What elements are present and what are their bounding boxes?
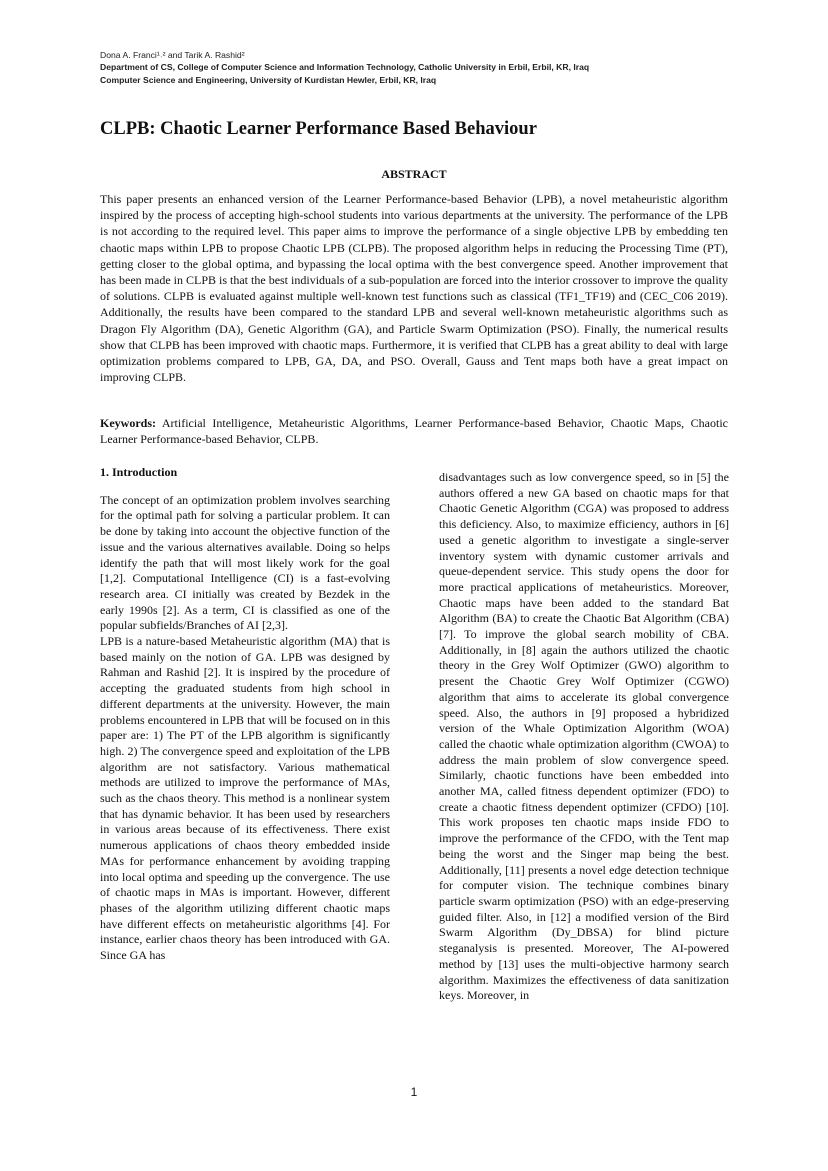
affiliation-1: Department of CS, College of Computer Science and Information Technology, Catholic University in Erbil, Erbil, KR, Iraq [100, 62, 590, 73]
keywords [100, 415, 728, 447]
left-column [100, 465, 390, 964]
abstract-text: This paper presents an enhanced version of the Learner Performance-based Behavior (LPB), a novel metaheuristic algorithm inspired by the process of accepting high-school students into various departments at the university. The performance of the LPB is not according to the required level. This paper aims to improve the performance of a single objective LPB by embedding ten chaotic maps within LPB to propose Chaotic LPB (CLPB). The proposed algorithm helps in reducing the Processing Time (PT), getting closer to the global optima, and bypassing the local optima with the best convergence speed. Another improvement that has been made in CLPB is that the best individuals of a sub-population are forced into the interior crossover to improve the quality of solutions. CLPB is evaluated against multiple well-known test functions such as classical (TF1_TF19) and (CEC_C06 2019). Additionally, the results have been compared to the standard LPB and several well-known metaheuristic algorithms such as Dragon Fly Algorithm (DA), Genetic Algorithm (GA), and Particle Swarm Optimization (PSO). Finally, the numerical results show that CLPB has been improved with chaotic maps. Furthermore, it is verified that CLPB has a great ability to deal with large optimization problems compared to LPB, GA, DA, and PSO. Overall, Gauss and Tent maps both have a great impact on improving CLPB. [100, 192, 728, 385]
intro-paragraph-1: The concept of an optimization problem involves searching for the optimal path for solving a particular problem. It can be done by taking into account the objective function of the issue and the various alternatives available. Doing so helps identify the path that will most likely work for the goal [1,2]. Computational Intelligence (CI) is a fast-evolving research area. CI initially was created by Bezdek in the early 1990s [2]. As a term, CI is classified as one of the popular subfields/Branches of AI [2,3]. [100, 492, 390, 633]
authors: Dona A. Franci¹˒² and Tarik A. Rashid² [100, 50, 245, 60]
paper-title: CLPB: Chaotic Learner Performance Based Behaviour [100, 119, 537, 139]
page-number: 1 [410, 1085, 418, 1099]
intro-paragraph-2: LPB is a nature-based Metaheuristic algorithm (MA) that is based mainly on the notion of GA. LPB was designed by Rahman and Rashid [2]. It is inspired by the procedure of accepting the graduated students from high school in different departments at the university. However, the main problems encountered in LPB that will be focused on in this paper are: 1) The PT of the LPB algorithm is significantly high. 2) The convergence speed and exploitation of the LPB algorithm are not satisfactory. Various mathematical methods are utilized to improve the performance of MAs, such as the chaos theory. This method is a nonlinear system that has dynamic behavior. It has been used by researchers in various areas because of its effectiveness. There exist numerous applications of chaos theory embedded inside MAs for performance enhancement by avoiding trapping into local optima and speeding up the convergence. The use of chaotic maps in MAs is important. However, different phases of the algorithm utilizing different chaotic maps have different effects on metaheuristic algorithms [4]. For instance, earlier chaos theory has been introduced with GA. Since GA has [100, 634, 390, 963]
abstract-heading: ABSTRACT [381, 167, 447, 181]
right-column [439, 470, 729, 1004]
keywords-label: Keywords: [100, 416, 156, 430]
section-heading-introduction: 1. Introduction [100, 465, 178, 479]
intro-paragraph-3: disadvantages such as low convergence speed, so in [5] the authors offered a new GA based on chaotic maps for that Chaotic Genetic Algorithm (CGA) was proposed to address this deficiency. Also, to maximize efficiency, authors in [6] used a genetic algorithm to investigate a single-server inventory system with dynamic customer arrivals and queue-dependent service. This study opens the door for more practical applications of metaheuristics. Moreover, Chaotic maps have been added to the standard Bat Algorithm (BA) to create the Chaotic Bat Algorithm (CBA) [7]. To improve the global search mobility of CBA. Additionally, in [8] again the authors utilized the chaotic theory in the Grey Wolf Optimizer (GWO) algorithm to present the Chaotic Grey Wolf Optimizer (CGWO) algorithm that aims to accelerate its global convergence speed. Also, the authors in [9] proposed a hybridized version of the Whale Optimization Algorithm (WOA) called the chaotic whale optimization algorithm (CWOA) to address the main problem of slow convergence speed. Similarly, chaotic functions have been embedded into another MA, called fitness dependent optimizer (FDO) to create a chaotic fitness dependent optimizer (CFDO) [10]. This work proposes ten chaotic maps inside FDO to improve the performance of the CFDO, with the Tent map being the worst and the Singer map being the best. Additionally, [11] presents a novel edge detection technique for computer vision. The technique combines binary particle swarm optimization (PSO) with an edge-preserving guided filter. Also, in [12] a modified version of the Bird Swarm Algorithm (Dy_DBSA) for blind picture steganalysis is presented. Moreover, The AI-powered method by [13] uses the multi-objective harmony search algorithm. Maximizes the effectiveness of data sanitization keys. Moreover, in [439, 470, 729, 1003]
keywords-text: Artificial Intelligence, Metaheuristic Algorithms, Learner Performance-based Behavior, Chaotic Maps, Chaotic Learner Performance-based Behavior, CLPB. [100, 416, 728, 447]
author-affiliation-block [100, 49, 740, 86]
affiliation-2: Computer Science and Engineering, University of Kurdistan Hewler, Erbil, KR, Iraq [100, 74, 437, 85]
